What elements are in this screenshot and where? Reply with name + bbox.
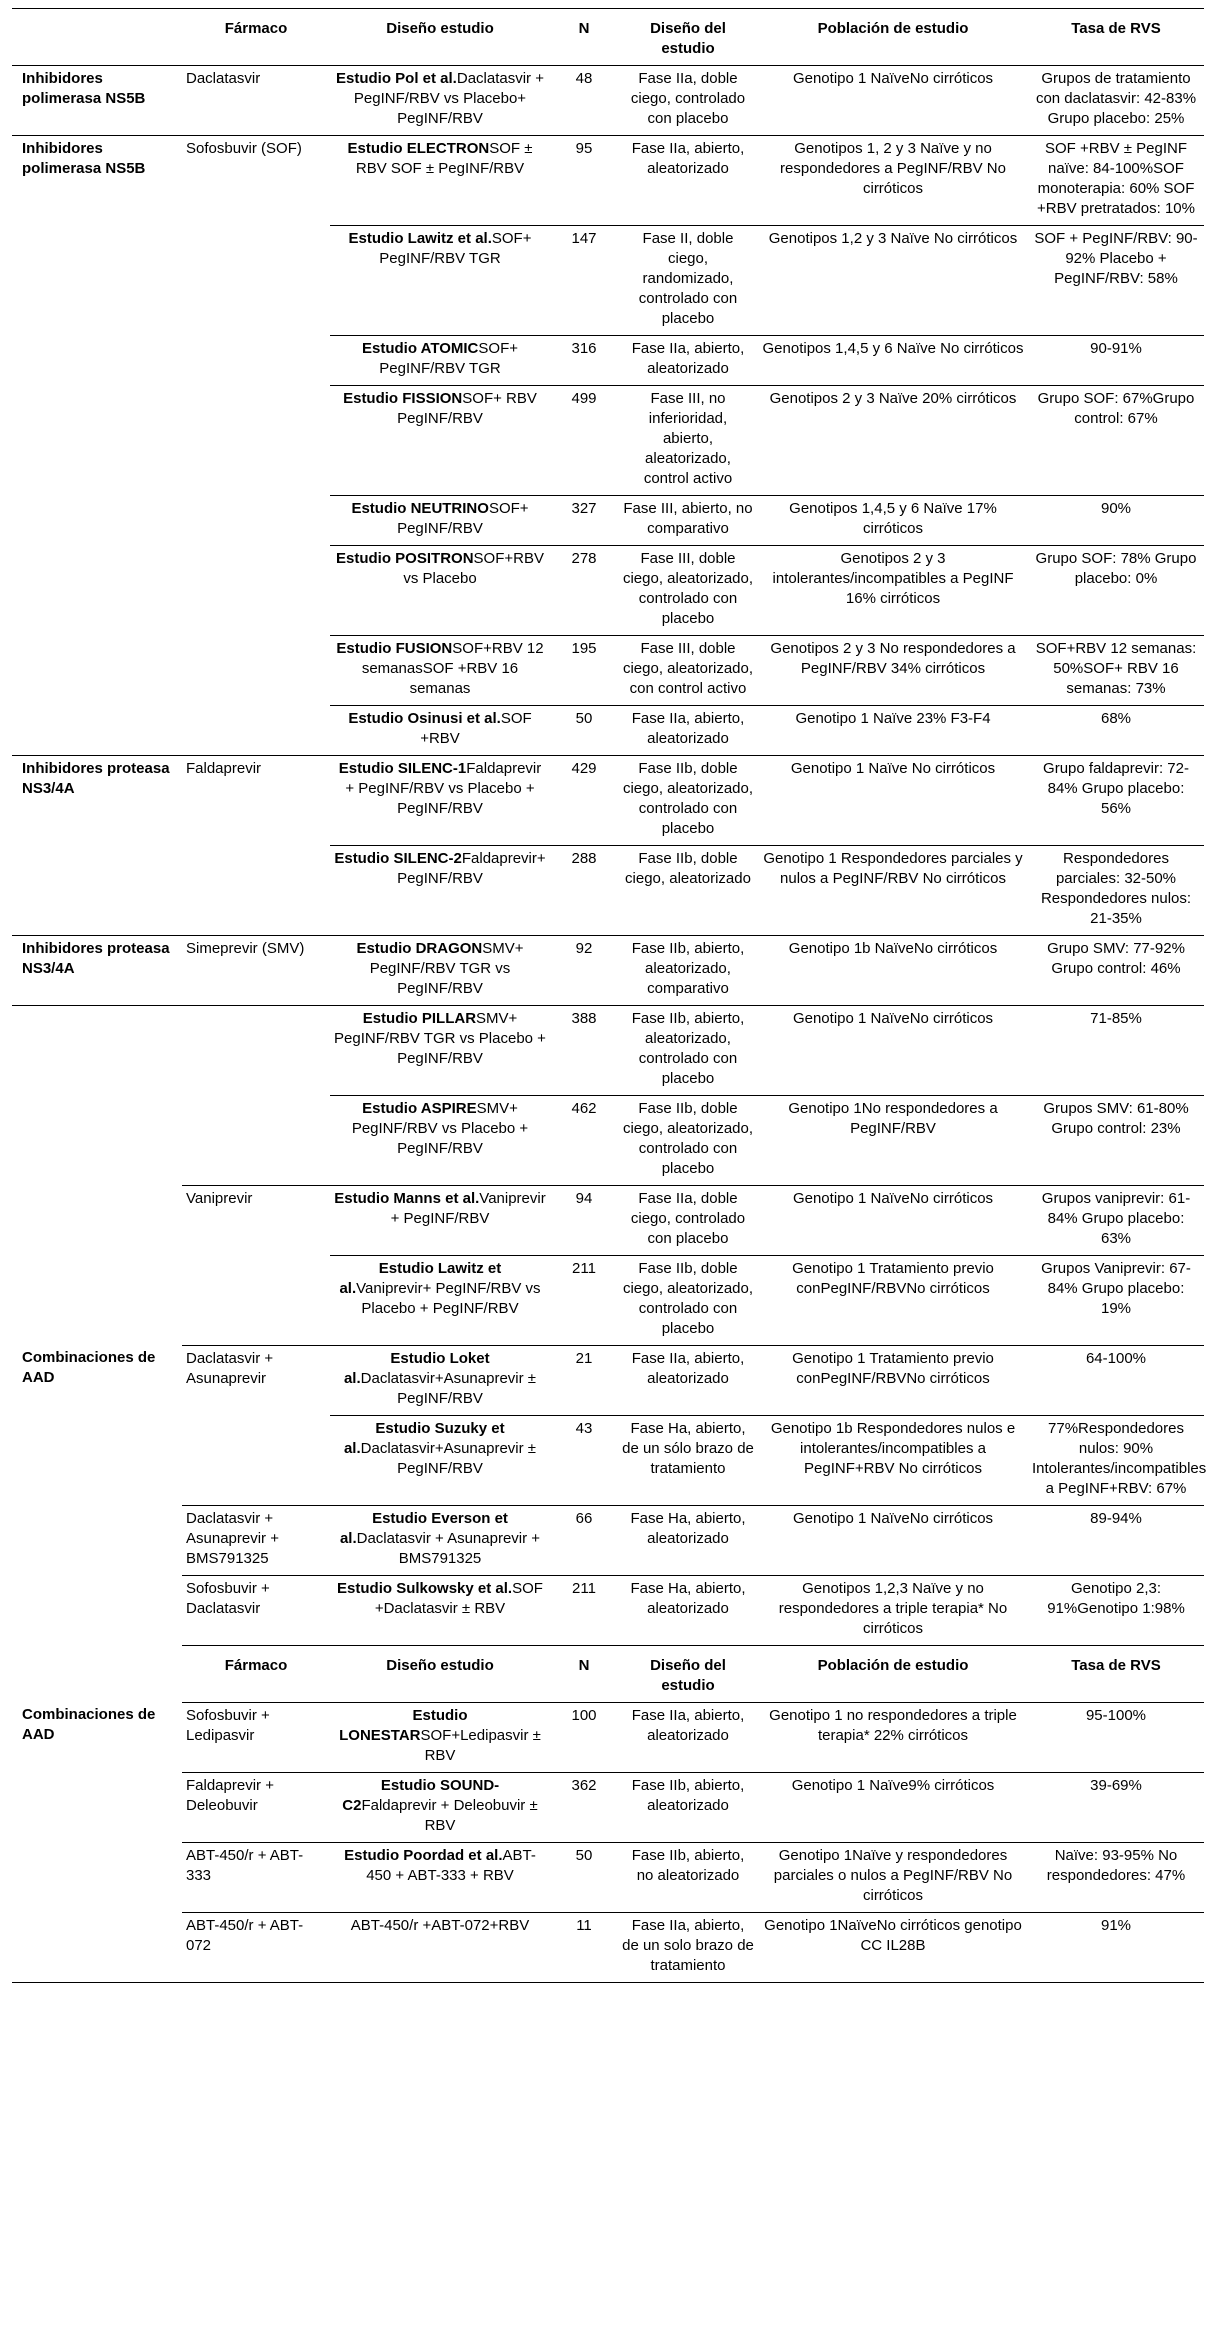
drug-cell bbox=[182, 495, 330, 545]
header-cell-diseno-del-estudio: Diseño del estudio bbox=[618, 1645, 758, 1702]
rvs-cell: 64-100% bbox=[1028, 1345, 1204, 1415]
table-row bbox=[12, 635, 1204, 705]
rvs-cell: 90-91% bbox=[1028, 335, 1204, 385]
n-cell: 362 bbox=[550, 1772, 618, 1842]
study-regimen: SOF ± RBV SOF ± PegINF/RBV bbox=[355, 140, 533, 177]
study-name: Estudio SILENC-2 bbox=[334, 850, 462, 867]
n-cell: 388 bbox=[571, 1010, 597, 1027]
rvs-cell: SOF +RBV ± PegINF naïve: 84-100%SOF monoterapia: 60% SOF +RBV pretratados: 10% bbox=[1036, 140, 1195, 217]
study-name: Estudio ATOMIC bbox=[362, 340, 479, 357]
study-name: Estudio POSITRON bbox=[336, 550, 474, 567]
study-regimen: SOF+RBV vs Placebo bbox=[403, 550, 544, 587]
population-cell: Genotipo 1 Naïve9% cirróticos bbox=[758, 1772, 1028, 1842]
n-cell: 92 bbox=[575, 940, 593, 957]
drug-cell: Sofosbuvir + Daclatasvir bbox=[182, 1575, 330, 1645]
table-row bbox=[12, 1505, 1204, 1575]
population-cell: Genotipo 1NaïveNo cirróticos genotipo CC IL28B bbox=[758, 1912, 1028, 1982]
drug-cell: Daclatasvir bbox=[186, 70, 261, 87]
header-cell-n: N bbox=[578, 20, 590, 37]
table-row bbox=[12, 1415, 1207, 1505]
group-cell bbox=[12, 335, 182, 385]
population-cell: Genotipo 1No respondedores a PegINF/RBV bbox=[758, 1095, 1028, 1185]
study-regimen: SOF+ PegINF/RBV bbox=[397, 500, 529, 537]
table-row bbox=[12, 545, 1204, 635]
study-cell bbox=[330, 545, 550, 635]
rvs-cell: Grupo faldaprevir: 72-84% Grupo placebo: 56% bbox=[1043, 760, 1189, 817]
study-name: Estudio SOUND-C2 bbox=[342, 1777, 500, 1814]
group-cell: Inhibidores polimerasa NS5B bbox=[22, 140, 146, 177]
study-name: Estudio NEUTRINO bbox=[351, 500, 489, 517]
rvs-cell: Grupos vaniprevir: 61-84% Grupo placebo: 63% bbox=[1028, 1185, 1204, 1255]
n-cell: 100 bbox=[550, 1702, 618, 1772]
study-cell bbox=[330, 225, 550, 335]
group-cell: Inhibidores polimerasa NS5B bbox=[22, 70, 146, 107]
study-cell bbox=[330, 1095, 550, 1185]
population-cell: Genotipos 1,2 y 3 Naïve No cirróticos bbox=[758, 225, 1028, 335]
rvs-cell: Genotipo 2,3: 91%Genotipo 1:98% bbox=[1028, 1575, 1204, 1645]
table-row bbox=[12, 65, 1204, 135]
study-cell bbox=[330, 1006, 550, 1095]
table-row bbox=[12, 845, 1204, 935]
study-regimen: SOF+Ledipasvir ± RBV bbox=[420, 1727, 541, 1764]
n-cell: 316 bbox=[550, 335, 618, 385]
table-row bbox=[12, 1005, 1204, 1095]
group-cell bbox=[12, 1842, 182, 1912]
drug-cell bbox=[182, 1255, 330, 1345]
rvs-cell: 95-100% bbox=[1028, 1702, 1204, 1772]
design-cell: Fase III, no inferioridad, abierto, aleatorizado, control activo bbox=[618, 385, 758, 495]
n-cell: 278 bbox=[550, 545, 618, 635]
population-cell: Genotipo 1 Naïve 23% F3-F4 bbox=[758, 705, 1028, 755]
rvs-cell: Grupo SMV: 77-92% Grupo control: 46% bbox=[1047, 940, 1185, 977]
drug-cell: Faldaprevir bbox=[186, 760, 262, 777]
n-cell: 147 bbox=[550, 225, 618, 335]
table-row bbox=[12, 1095, 1204, 1185]
design-cell: Fase IIb, doble ciego, aleatorizado, controlado con placebo bbox=[618, 1095, 758, 1185]
rvs-cell: 89-94% bbox=[1028, 1505, 1204, 1575]
rvs-cell: SOF+RBV 12 semanas: 50%SOF+ RBV 16 semanas: 73% bbox=[1028, 635, 1204, 705]
n-cell: 48 bbox=[575, 70, 593, 87]
population-cell: Genotipo 1 Tratamiento previo conPegINF/RBVNo cirróticos bbox=[758, 1255, 1028, 1345]
rvs-cell: 39-69% bbox=[1028, 1772, 1204, 1842]
group-cell bbox=[12, 705, 182, 755]
drug-cell: Simeprevir (SMV) bbox=[186, 940, 305, 957]
population-cell: Genotipos 2 y 3 intolerantes/incompatibles a PegINF 16% cirróticos bbox=[758, 545, 1028, 635]
population-cell: Genotipo 1 no respondedores a triple terapia* 22% cirróticos bbox=[758, 1702, 1028, 1772]
study-cell bbox=[330, 1185, 550, 1255]
study-cell bbox=[330, 635, 550, 705]
study-regimen: SMV+ PegINF/RBV TGR vs PegINF/RBV bbox=[369, 940, 524, 997]
header-cell-poblacion: Población de estudio bbox=[758, 1645, 1028, 1702]
table-row bbox=[12, 335, 1204, 385]
study-regimen: SMV+ PegINF/RBV vs Placebo + PegINF/RBV bbox=[351, 1100, 529, 1157]
study-name: Estudio Manns et al. bbox=[334, 1190, 480, 1207]
study-cell bbox=[330, 705, 550, 755]
rvs-cell: Grupo SOF: 78% Grupo placebo: 0% bbox=[1028, 545, 1204, 635]
n-cell: 95 bbox=[575, 140, 593, 157]
table-row bbox=[12, 1255, 1204, 1345]
study-cell bbox=[330, 1255, 550, 1345]
study-name: Estudio FISSION bbox=[343, 390, 463, 407]
n-cell: 21 bbox=[550, 1345, 618, 1415]
drug-cell: Daclatasvir + Asunaprevir + BMS791325 bbox=[182, 1505, 330, 1575]
n-cell: 50 bbox=[550, 705, 618, 755]
study-name: Estudio Loket al. bbox=[343, 1350, 490, 1387]
group-cell bbox=[12, 1255, 182, 1345]
table-row bbox=[12, 135, 1204, 225]
design-cell: Fase Ha, abierto, de un sólo brazo de tratamiento bbox=[618, 1415, 758, 1505]
design-cell: Fase IIb, abierto, no aleatorizado bbox=[618, 1842, 758, 1912]
population-cell: Genotipo 1b Respondedores nulos e intolerantes/incompatibles a PegINF+RBV No cirróticos bbox=[758, 1415, 1028, 1505]
population-cell: Genotipo 1 NaïveNo cirróticos bbox=[792, 70, 994, 87]
drug-cell: Sofosbuvir (SOF) bbox=[186, 140, 302, 157]
n-cell: 195 bbox=[550, 635, 618, 705]
drug-cell bbox=[182, 335, 330, 385]
header-cell-tasa-rvs: Tasa de RVS bbox=[1028, 1645, 1204, 1702]
drug-cell bbox=[182, 545, 330, 635]
design-cell: Fase IIb, abierto, aleatorizado, controlado con placebo bbox=[631, 1010, 745, 1087]
n-cell: 66 bbox=[550, 1505, 618, 1575]
population-cell: Genotipo 1 Naïve No cirróticos bbox=[790, 760, 996, 777]
group-cell bbox=[12, 385, 182, 495]
table-row bbox=[12, 935, 1204, 1005]
design-cell: Fase IIa, abierto, aleatorizado bbox=[618, 335, 758, 385]
drug-cell bbox=[182, 1415, 330, 1505]
group-cell bbox=[12, 1575, 182, 1645]
rvs-cell: Naïve: 93-95% No respondedores: 47% bbox=[1028, 1842, 1204, 1912]
table-row bbox=[12, 385, 1204, 495]
design-cell: Fase Ha, abierto, aleatorizado bbox=[618, 1575, 758, 1645]
group-cell: Inhibidores proteasa NS3/4A bbox=[22, 760, 170, 797]
rvs-cell: Grupos Vaniprevir: 67-84% Grupo placebo: 19% bbox=[1028, 1255, 1204, 1345]
design-cell: Fase IIb, doble ciego, aleatorizado, controlado con placebo bbox=[618, 1255, 758, 1345]
table-row bbox=[12, 225, 1204, 335]
population-cell: Genotipos 1,4,5 y 6 Naïve 17% cirróticos bbox=[758, 495, 1028, 545]
rvs-cell: Grupos SMV: 61-80% Grupo control: 23% bbox=[1028, 1095, 1204, 1185]
study-cell bbox=[330, 936, 550, 1005]
study-regimen: SOF+ RBV PegINF/RBV bbox=[397, 390, 537, 427]
drug-cell: Daclatasvir + Asunaprevir bbox=[182, 1345, 330, 1415]
population-cell: Genotipo 1 Tratamiento previo conPegINF/RBVNo cirróticos bbox=[758, 1345, 1028, 1415]
study-name: Estudio PILLAR bbox=[362, 1010, 477, 1027]
n-cell: 11 bbox=[550, 1912, 618, 1982]
table-row bbox=[12, 495, 1204, 545]
study-cell bbox=[330, 1702, 550, 1772]
header-cell-poblacion: Población de estudio bbox=[817, 20, 969, 37]
study-name: Estudio Lawitz et al. bbox=[348, 230, 492, 247]
design-cell: Fase IIa, abierto, aleatorizado bbox=[618, 705, 758, 755]
drug-cell bbox=[182, 845, 330, 935]
group-cell bbox=[12, 1415, 182, 1505]
population-cell: Genotipos 2 y 3 Naïve 20% cirróticos bbox=[758, 385, 1028, 495]
design-cell: Fase IIb, abierto, aleatorizado, comparativo bbox=[631, 940, 745, 997]
population-cell: Genotipo 1b NaïveNo cirróticos bbox=[788, 940, 998, 957]
drug-cell: ABT-450/r + ABT-333 bbox=[182, 1842, 330, 1912]
study-cell bbox=[330, 1842, 550, 1912]
header-cell-diseno-estudio: Diseño estudio bbox=[330, 1645, 550, 1702]
study-name: Estudio Pol et al. bbox=[336, 70, 457, 87]
study-regimen: Faldaprevir + PegINF/RBV vs Placebo + PegINF/RBV bbox=[345, 760, 542, 817]
drug-cell bbox=[182, 635, 330, 705]
header-cell-group bbox=[12, 1645, 182, 1702]
drug-cell bbox=[182, 1095, 330, 1185]
header-cell-tasa-rvs: Tasa de RVS bbox=[1071, 20, 1161, 37]
table-row bbox=[12, 1345, 1204, 1415]
study-cell bbox=[330, 1345, 550, 1415]
table-row bbox=[12, 1912, 1204, 1983]
design-cell: Fase IIa, doble ciego, controlado con placebo bbox=[630, 70, 746, 127]
n-cell: 94 bbox=[550, 1185, 618, 1255]
study-regimen: ABT-450/r +ABT-072+RBV bbox=[350, 1917, 530, 1934]
design-cell: Fase IIa, abierto, aleatorizado bbox=[631, 140, 745, 177]
table-row bbox=[12, 1842, 1204, 1912]
group-cell: Combinaciones de AAD bbox=[22, 1706, 156, 1743]
study-regimen: SOF+RBV 12 semanasSOF +RBV 16 semanas bbox=[361, 640, 544, 697]
design-cell: Fase IIa, abierto, aleatorizado bbox=[618, 1702, 758, 1772]
design-cell: Fase IIa, abierto, aleatorizado bbox=[618, 1345, 758, 1415]
group-cell bbox=[12, 545, 182, 635]
study-regimen: SMV+ PegINF/RBV TGR vs Placebo + PegINF/RBV bbox=[334, 1010, 546, 1067]
study-name: Estudio ASPIRE bbox=[362, 1100, 477, 1117]
results-table bbox=[12, 8, 1207, 1983]
study-regimen: Daclatasvir+Asunaprevir ± PegINF/RBV bbox=[360, 1370, 537, 1407]
design-cell: Fase Ha, abierto, aleatorizado bbox=[618, 1505, 758, 1575]
study-cell bbox=[330, 66, 550, 135]
table-row bbox=[12, 1772, 1204, 1842]
design-cell: Fase IIa, doble ciego, controlado con placebo bbox=[618, 1185, 758, 1255]
group-cell bbox=[12, 845, 182, 935]
drug-cell: Vaniprevir bbox=[182, 1185, 330, 1255]
study-regimen: Daclatasvir+Asunaprevir ± PegINF/RBV bbox=[360, 1440, 537, 1477]
population-cell: Genotipos 1, 2 y 3 Naïve y no respondedores a PegINF/RBV No cirróticos bbox=[780, 140, 1006, 197]
population-cell: Genotipos 2 y 3 No respondedores a PegINF/RBV 34% cirróticos bbox=[758, 635, 1028, 705]
study-regimen: SOF+ PegINF/RBV TGR bbox=[379, 230, 532, 267]
drug-cell: Sofosbuvir + Ledipasvir bbox=[182, 1702, 330, 1772]
design-cell: Fase IIa, abierto, de un solo brazo de tratamiento bbox=[618, 1912, 758, 1982]
n-cell: 211 bbox=[550, 1255, 618, 1345]
study-regimen: Vaniprevir + PegINF/RBV bbox=[390, 1190, 546, 1227]
drug-cell bbox=[182, 225, 330, 335]
study-cell bbox=[330, 756, 550, 845]
group-cell: Combinaciones de AAD bbox=[22, 1349, 156, 1386]
study-name: Estudio Lawitz et al. bbox=[339, 1260, 502, 1297]
study-name: Estudio Sulkowsky et al. bbox=[337, 1580, 513, 1597]
n-cell: 211 bbox=[550, 1575, 618, 1645]
drug-cell bbox=[182, 385, 330, 495]
design-cell: Fase IIb, doble ciego, aleatorizado bbox=[618, 845, 758, 935]
population-cell: Genotipos 1,2,3 Naïve y no respondedores a triple terapia* No cirróticos bbox=[758, 1575, 1028, 1645]
group-cell bbox=[12, 635, 182, 705]
group-cell bbox=[12, 1772, 182, 1842]
study-cell bbox=[330, 1415, 550, 1505]
design-cell: Fase IIb, abierto, aleatorizado bbox=[618, 1772, 758, 1842]
study-name: Estudio SILENC-1 bbox=[338, 760, 467, 777]
rvs-cell: SOF + PegINF/RBV: 90-92% Placebo + PegINF/RBV: 58% bbox=[1028, 225, 1204, 335]
n-cell: 43 bbox=[550, 1415, 618, 1505]
header-cell-diseno-estudio: Diseño estudio bbox=[386, 20, 494, 37]
n-cell: 462 bbox=[550, 1095, 618, 1185]
study-cell bbox=[330, 1912, 550, 1982]
population-cell: Genotipo 1 NaïveNo cirróticos bbox=[758, 1185, 1028, 1255]
drug-cell bbox=[182, 1006, 330, 1095]
n-cell: 499 bbox=[550, 385, 618, 495]
study-cell bbox=[330, 1575, 550, 1645]
table-row bbox=[12, 705, 1204, 755]
rvs-cell: 90% bbox=[1028, 495, 1204, 545]
study-regimen: Faldaprevir + Deleobuvir ± RBV bbox=[361, 1797, 538, 1834]
study-regimen: ABT-450 + ABT-333 + RBV bbox=[366, 1847, 536, 1884]
study-regimen: SOF+ PegINF/RBV TGR bbox=[379, 340, 518, 377]
header-cell-diseno-del-estudio: Diseño del estudio bbox=[650, 20, 726, 57]
population-cell: Genotipo 1Naïve y respondedores parciales o nulos a PegINF/RBV No cirróticos bbox=[758, 1842, 1028, 1912]
population-cell: Genotipo 1 Respondedores parciales y nulos a PegINF/RBV No cirróticos bbox=[758, 845, 1028, 935]
study-name: Estudio ELECTRON bbox=[347, 140, 490, 157]
table-body bbox=[12, 65, 1207, 1983]
group-cell bbox=[12, 1095, 182, 1185]
table-header-row bbox=[12, 8, 1204, 65]
table-row bbox=[12, 1575, 1204, 1645]
group-cell bbox=[12, 495, 182, 545]
design-cell: Fase III, doble ciego, aleatorizado, con control activo bbox=[618, 635, 758, 705]
study-cell bbox=[330, 136, 550, 225]
group-cell bbox=[12, 225, 182, 335]
design-cell: Fase IIb, doble ciego, aleatorizado, controlado con placebo bbox=[622, 760, 754, 837]
rvs-cell: Respondedores parciales: 32-50% Respondedores nulos: 21-35% bbox=[1028, 845, 1204, 935]
rvs-cell: Grupo SOF: 67%Grupo control: 67% bbox=[1028, 385, 1204, 495]
population-cell: Genotipo 1 NaïveNo cirróticos bbox=[792, 1010, 994, 1027]
group-cell bbox=[12, 1185, 182, 1255]
study-regimen: SOF +RBV bbox=[420, 710, 532, 747]
study-cell bbox=[330, 335, 550, 385]
study-regimen: SOF +Daclatasvir ± RBV bbox=[374, 1580, 543, 1617]
group-cell bbox=[12, 1505, 182, 1575]
rvs-cell: 77%Respondedores nulos: 90% Intolerantes/incompatibles a PegINF+RBV: 67% bbox=[1028, 1415, 1204, 1505]
drug-cell bbox=[182, 705, 330, 755]
n-cell: 50 bbox=[550, 1842, 618, 1912]
design-cell: Fase III, abierto, no comparativo bbox=[618, 495, 758, 545]
study-regimen: Vaniprevir+ PegINF/RBV vs Placebo + PegINF/RBV bbox=[356, 1280, 541, 1317]
drug-cell: ABT-450/r + ABT-072 bbox=[182, 1912, 330, 1982]
n-cell: 429 bbox=[571, 760, 597, 777]
table-row bbox=[12, 1185, 1204, 1255]
drug-cell: Faldaprevir + Deleobuvir bbox=[182, 1772, 330, 1842]
n-cell: 288 bbox=[550, 845, 618, 935]
table-row bbox=[12, 755, 1204, 845]
study-regimen: Daclatasvir + Asunaprevir + BMS791325 bbox=[356, 1530, 541, 1567]
group-cell bbox=[12, 1912, 182, 1982]
population-cell: Genotipo 1 NaïveNo cirróticos bbox=[758, 1505, 1028, 1575]
study-name: Estudio Everson et al. bbox=[339, 1510, 508, 1547]
study-name: Estudio FUSION bbox=[336, 640, 453, 657]
design-cell: Fase III, doble ciego, aleatorizado, controlado con placebo bbox=[618, 545, 758, 635]
header-cell-farmaco: Fármaco bbox=[224, 20, 288, 37]
study-name: Estudio LONESTAR bbox=[339, 1707, 468, 1744]
study-cell bbox=[330, 845, 550, 935]
table-row bbox=[12, 1702, 1204, 1772]
study-cell bbox=[330, 385, 550, 495]
table-header-row-repeat bbox=[12, 1645, 1204, 1702]
study-cell bbox=[330, 495, 550, 545]
rvs-cell: 91% bbox=[1028, 1912, 1204, 1982]
study-cell bbox=[330, 1772, 550, 1842]
population-cell: Genotipos 1,4,5 y 6 Naïve No cirróticos bbox=[758, 335, 1028, 385]
n-cell: 327 bbox=[550, 495, 618, 545]
study-regimen: Faldaprevir+ PegINF/RBV bbox=[397, 850, 546, 887]
study-name: Estudio Suzuky et al. bbox=[343, 1420, 505, 1457]
study-name: Estudio DRAGON bbox=[356, 940, 483, 957]
study-regimen: Daclatasvir + PegINF/RBV vs Placebo+ PegINF/RBV bbox=[353, 70, 544, 127]
rvs-cell: 71-85% bbox=[1090, 1010, 1142, 1027]
study-name: Estudio Osinusi et al. bbox=[348, 710, 501, 727]
study-name: Estudio Poordad et al. bbox=[344, 1847, 503, 1864]
design-cell: Fase II, doble ciego, randomizado, controlado con placebo bbox=[618, 225, 758, 335]
header-cell-group bbox=[12, 9, 182, 65]
header-cell-n: N bbox=[550, 1645, 618, 1702]
group-cell bbox=[12, 1006, 182, 1095]
group-cell: Inhibidores proteasa NS3/4A bbox=[22, 940, 170, 977]
study-cell bbox=[330, 1505, 550, 1575]
rvs-cell: Grupos de tratamiento con daclatasvir: 42-83% Grupo placebo: 25% bbox=[1035, 70, 1197, 127]
header-cell-farmaco: Fármaco bbox=[182, 1645, 330, 1702]
rvs-cell: 68% bbox=[1028, 705, 1204, 755]
